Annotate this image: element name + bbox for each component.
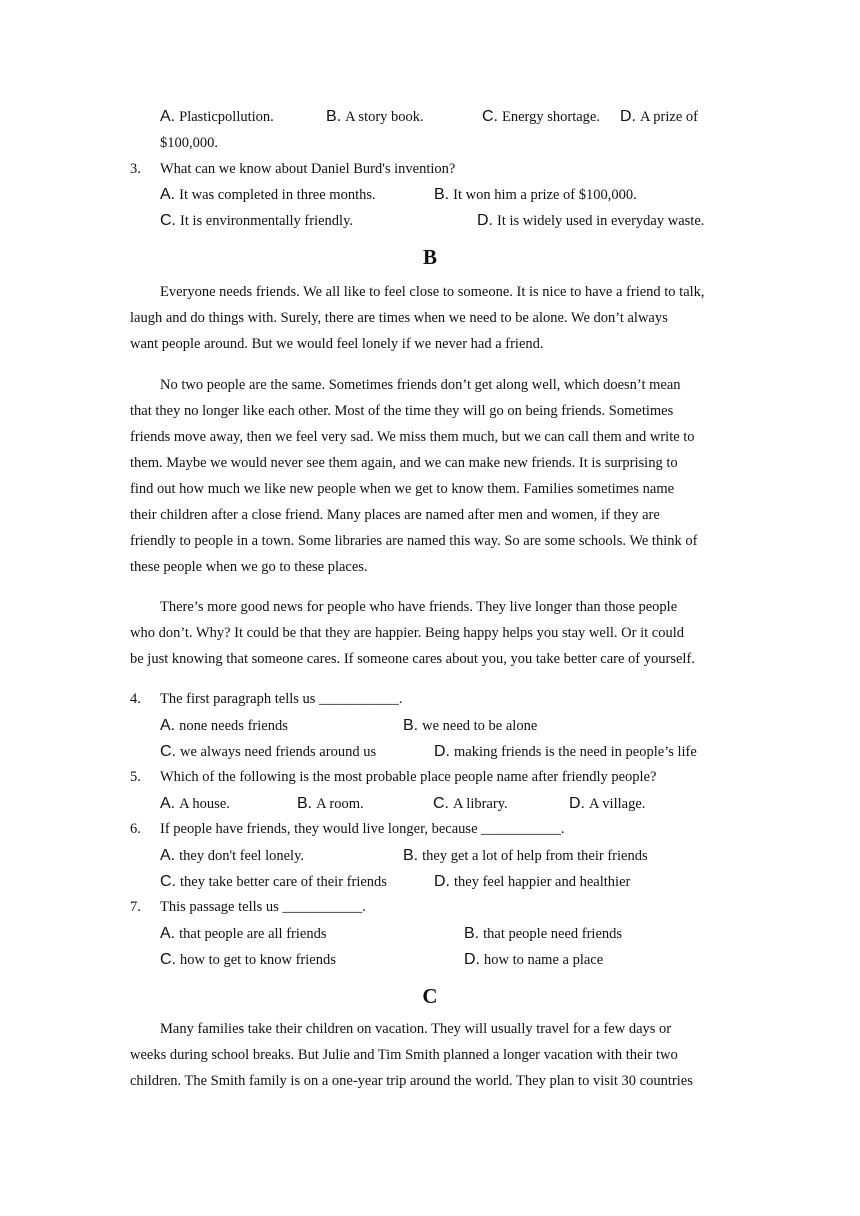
q7-number: 7. — [130, 899, 141, 915]
q6-option-a[interactable] — [160, 847, 304, 865]
option-text: they don't feel lonely. — [179, 848, 305, 864]
q2-option-b[interactable] — [326, 108, 424, 126]
q5-stem: Which of the following is the most probable place people name after friendly people? — [160, 769, 657, 785]
section-b-heading: B — [422, 245, 437, 269]
q7-option-b[interactable] — [464, 925, 622, 943]
q3-option-c[interactable] — [160, 212, 353, 230]
q7-stem: This passage tells us ___________. — [160, 899, 366, 915]
option-text: It was completed in three months. — [179, 187, 376, 203]
option-text: how to name a place — [484, 952, 604, 968]
option-text: they feel happier and healthier — [454, 874, 631, 890]
q2-option-d-wrap: $100,000. — [160, 135, 218, 151]
q4-number: 4. — [130, 691, 141, 707]
q5-option-a[interactable] — [160, 795, 230, 813]
section-c-heading: C — [422, 984, 438, 1008]
option-letter: C. — [160, 212, 176, 229]
option-text: A room. — [316, 796, 364, 812]
q6-option-d[interactable] — [434, 873, 630, 891]
q6-option-c[interactable] — [160, 873, 387, 891]
option-letter: D. — [620, 108, 636, 125]
option-letter: D. — [464, 951, 480, 968]
q6-stem: If people have friends, they would live longer, because ___________. — [160, 821, 565, 837]
option-letter: B. — [297, 795, 313, 812]
option-text: they take better care of their friends — [180, 874, 387, 890]
option-text: they get a lot of help from their friends — [422, 848, 648, 864]
q7-option-d[interactable] — [464, 951, 603, 969]
section-b-paragraph-1 — [130, 279, 740, 357]
q3-option-d[interactable] — [477, 212, 704, 230]
q3-option-b[interactable] — [434, 186, 637, 204]
section-b-paragraph-2 — [130, 372, 740, 580]
section-b-paragraph-3 — [130, 594, 740, 672]
paragraph-line: There’s more good news for people who have friends. They live longer than those people — [160, 599, 678, 615]
q2-option-a[interactable] — [160, 108, 274, 126]
q7-option-c[interactable] — [160, 951, 336, 969]
option-text: how to get to know friends — [180, 952, 336, 968]
q5-option-d[interactable] — [569, 795, 645, 813]
option-letter: D. — [434, 743, 450, 760]
q7-option-a[interactable] — [160, 925, 326, 943]
q5-option-b[interactable] — [297, 795, 364, 813]
q3-stem: What can we know about Daniel Burd's invention? — [160, 161, 456, 177]
q6-option-b[interactable] — [403, 847, 648, 865]
option-text: A house. — [179, 796, 230, 812]
q3-number: 3. — [130, 161, 141, 177]
q2-option-d[interactable] — [620, 108, 698, 126]
option-text: A library. — [453, 796, 508, 812]
option-text: It won him a prize of $100,000. — [453, 187, 637, 203]
option-text: Energy shortage. — [502, 109, 600, 125]
option-text: A story book. — [345, 109, 424, 125]
option-letter: A. — [160, 186, 176, 203]
paragraph-line: want people around. But we would feel lonely if we never had a friend. — [130, 336, 544, 352]
paragraph-line: Everyone needs friends. We all like to feel close to someone. It is nice to have a friend to talk, — [160, 284, 705, 300]
paragraph-line: children. The Smith family is on a one-year trip around the world. They plan to visit 30 countries — [130, 1073, 693, 1089]
option-text: none needs friends — [179, 718, 288, 734]
option-letter: B. — [434, 186, 450, 203]
option-letter: C. — [433, 795, 449, 812]
option-letter: A. — [160, 108, 176, 125]
option-letter: D. — [569, 795, 585, 812]
option-letter: B. — [326, 108, 342, 125]
paragraph-line: their children after a close friend. Many places are named after men and women, if they are — [130, 507, 660, 523]
q5-number: 5. — [130, 769, 141, 785]
paragraph-line: friends move away, then we feel very sad. We miss them much, but we can call them and write to — [130, 429, 695, 445]
option-letter: A. — [160, 847, 176, 864]
option-text: making friends is the need in people’s life — [454, 744, 697, 760]
paragraph-line: friendly to people in a town. Some libraries are named this way. So are some schools. We think of — [130, 533, 698, 549]
option-letter: C. — [160, 873, 176, 890]
option-text: Plasticpollution. — [179, 109, 274, 125]
option-letter: B. — [403, 847, 419, 864]
option-text: that people need friends — [483, 926, 623, 942]
q3-option-a[interactable] — [160, 186, 376, 204]
option-letter: A. — [160, 925, 176, 942]
q4-option-a[interactable] — [160, 717, 288, 735]
paragraph-line: find out how much we like new people when we get to know them. Families sometimes name — [130, 481, 675, 497]
option-letter: A. — [160, 717, 176, 734]
option-letter: C. — [160, 743, 176, 760]
paragraph-line: them. Maybe we would never see them again, and we can make new friends. It is surprising to — [130, 455, 678, 471]
option-text: A village. — [589, 796, 646, 812]
paragraph-line: be just knowing that someone cares. If someone cares about you, you take better care of yourself. — [130, 651, 695, 667]
option-text: we need to be alone — [422, 718, 538, 734]
option-text: It is widely used in everyday waste. — [497, 213, 705, 229]
option-text: It is environmentally friendly. — [180, 213, 354, 229]
option-letter: C. — [482, 108, 498, 125]
paragraph-line: No two people are the same. Sometimes friends don’t get along well, which doesn’t mean — [160, 377, 681, 393]
paragraph-line: Many families take their children on vacation. They will usually travel for a few days or — [160, 1021, 672, 1037]
q4-option-c[interactable] — [160, 743, 376, 761]
option-letter: D. — [434, 873, 450, 890]
q4-option-d[interactable] — [434, 743, 697, 761]
q2-option-c[interactable] — [482, 108, 600, 126]
paragraph-line: these people when we go to these places. — [130, 559, 368, 575]
option-text: we always need friends around us — [180, 744, 377, 760]
option-text: that people are all friends — [179, 926, 327, 942]
option-letter: B. — [403, 717, 419, 734]
section-c-paragraph-1 — [130, 1016, 740, 1094]
option-text: A prize of — [640, 109, 698, 125]
paragraph-line: that they no longer like each other. Most of the time they will go on being friends. Sometimes — [130, 403, 674, 419]
q4-option-b[interactable] — [403, 717, 537, 735]
paragraph-line: who don’t. Why? It could be that they are happier. Being happy helps you stay well. Or it could — [130, 625, 684, 641]
option-letter: C. — [160, 951, 176, 968]
paragraph-line: laugh and do things with. Surely, there are times when we need to be alone. We don’t always — [130, 310, 668, 326]
q6-number: 6. — [130, 821, 141, 837]
option-letter: A. — [160, 795, 176, 812]
option-letter: B. — [464, 925, 480, 942]
option-letter: D. — [477, 212, 493, 229]
q5-option-c[interactable] — [433, 795, 508, 813]
q4-stem: The first paragraph tells us ___________. — [160, 691, 403, 707]
paragraph-line: weeks during school breaks. But Julie and Tim Smith planned a longer vacation with their two — [130, 1047, 678, 1063]
